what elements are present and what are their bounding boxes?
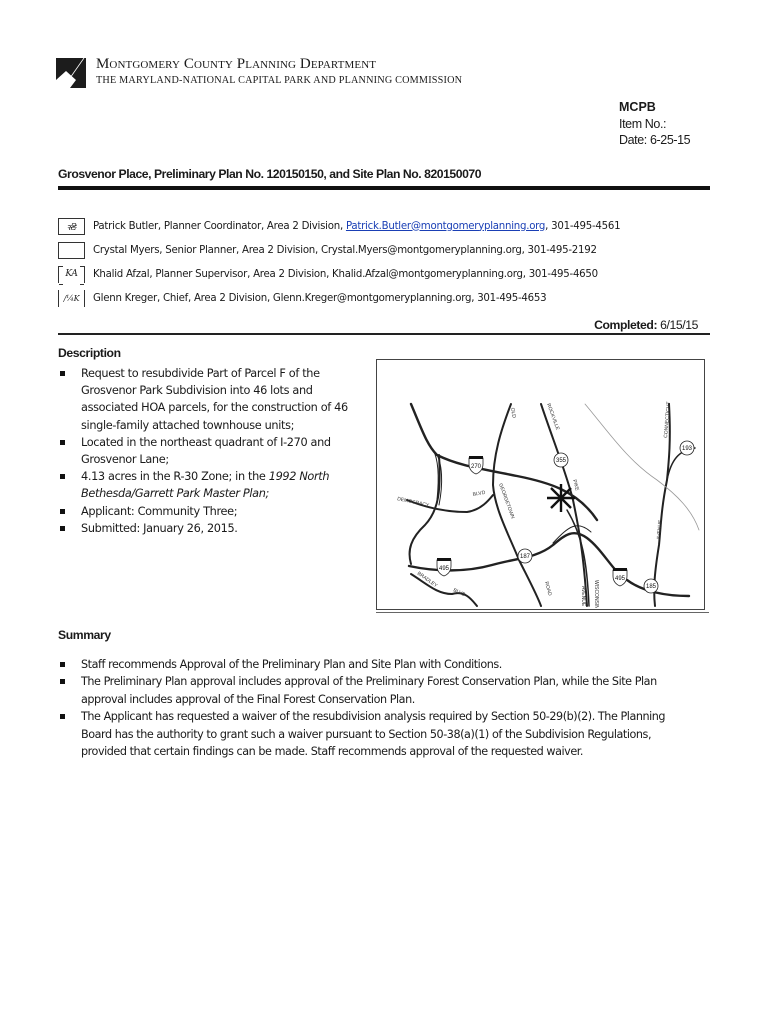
summary-list xyxy=(58,656,698,760)
list-item: Request to resubdivide Part of Parcel F of the Grosvenor Park Subdivision into 46 lots and associated HOA parcels, for the construction of 46 single-family attached townhouse units; xyxy=(58,365,368,434)
signature-initials-gk-icon: /¼K xyxy=(58,290,85,307)
svg-text:187: 187 xyxy=(519,554,531,560)
svg-text:495: 495 xyxy=(438,566,450,572)
staff-email-link[interactable]: Patrick.Butler@montgomeryplanning.org xyxy=(345,220,546,232)
list-item: The Preliminary Plan approval includes approval of the Preliminary Forest Conservation Plan, while the Site Plan approval includes approval of the Final Forest Conservation Plan. xyxy=(58,673,698,708)
list-item: The Applicant has requested a waiver of the resubdivision analysis required by Section 50-29(b)(2). The Planning Board has the authority to grant such a waiver pursuant to Section 50-38(a)(1) of the Subdivision Regulations, provided that certain findings can be made. Staff recommends approval of the requested waiver. xyxy=(58,708,698,760)
signature-box-icon: ꝛ₴ xyxy=(58,218,85,235)
svg-text:AVENUE: AVENUE xyxy=(580,586,586,607)
svg-text:270: 270 xyxy=(470,464,482,470)
svg-text:PIKE: PIKE xyxy=(571,478,580,492)
staff-text: Crystal Myers, Senior Planner, Area 2 Division, Crystal.Myers@montgomeryplanning.org, 301-495-2192 xyxy=(93,244,597,256)
route-185-shield-icon xyxy=(644,579,658,593)
signature-initials-ka-icon: KA xyxy=(58,266,85,283)
svg-text:495: 495 xyxy=(614,576,626,582)
description-heading: Description xyxy=(58,346,121,360)
list-item: 4.13 acres in the R-30 Zone; in the 1992 North Bethesda/Garrett Park Master Plan; xyxy=(58,468,368,502)
svg-text:OLD: OLD xyxy=(509,407,517,419)
interstate-495-shield-icon xyxy=(613,568,627,586)
svg-text:BRADLEY: BRADLEY xyxy=(415,570,439,590)
plan-title: Grosvenor Place, Preliminary Plan No. 120150150, and Site Plan No. 820150070 xyxy=(58,167,482,181)
list-item: Located in the northeast quadrant of I-270 and Grosvenor Lane; xyxy=(58,434,368,468)
staff-text: Khalid Afzal, Planner Supervisor, Area 2 Division, Khalid.Afzal@montgomeryplanning.org, 301-495-4650 xyxy=(93,268,598,280)
completed-divider xyxy=(58,333,710,335)
empty-signature-box-icon xyxy=(58,242,85,259)
list-item: Applicant: Community Three; xyxy=(58,503,368,520)
organization-subtitle: THE MARYLAND-NATIONAL CAPITAL PARK AND PLANNING COMMISSION xyxy=(96,75,463,86)
staff-text: Glenn Kreger, Chief, Area 2 Division, Glenn.Kreger@montgomeryplanning.org, 301-495-4653 xyxy=(93,292,547,304)
description-list xyxy=(58,365,368,537)
board-label: MCPB xyxy=(619,100,656,114)
svg-text:BLVD: BLVD xyxy=(472,489,486,498)
svg-text:DEMOCRACY: DEMOCRACY xyxy=(396,496,430,509)
list-item: Staff recommends Approval of the Preliminary Plan and Site Plan with Conditions. xyxy=(58,656,698,673)
staff-row xyxy=(58,262,718,286)
svg-text:AVENUE: AVENUE xyxy=(656,519,664,541)
staff-row xyxy=(58,286,718,310)
staff-contact-list xyxy=(58,214,718,310)
organization-title: Montgomery County Planning Department xyxy=(96,56,377,72)
vicinity-map xyxy=(376,359,705,610)
map-divider xyxy=(376,612,709,613)
svg-text:GEORGETOWN: GEORGETOWN xyxy=(497,482,516,520)
route-187-shield-icon xyxy=(518,549,532,563)
interstate-495-shield-icon xyxy=(437,558,451,576)
staff-row xyxy=(58,238,718,262)
svg-text:355: 355 xyxy=(555,458,567,464)
svg-text:CONNECTICUT: CONNECTICUT xyxy=(663,401,673,439)
interstate-270-shield-icon xyxy=(469,456,483,474)
title-divider xyxy=(58,186,710,190)
summary-heading: Summary xyxy=(58,628,111,642)
svg-text:193: 193 xyxy=(681,446,693,452)
staff-row xyxy=(58,214,718,238)
staff-text: Patrick Butler, Planner Coordinator, Area 2 Division, Patrick.Butler@montgomeryplanning.org, 301-495-4561 xyxy=(93,220,621,232)
route-193-shield-icon xyxy=(680,441,694,455)
svg-text:ROCKVILLE: ROCKVILLE xyxy=(545,402,561,432)
svg-text:ROAD: ROAD xyxy=(543,580,553,597)
completed-date: Completed: 6/15/15 xyxy=(594,318,698,332)
svg-text:185: 185 xyxy=(645,584,657,590)
item-number: Item No.: xyxy=(619,117,667,131)
list-item: Submitted: January 26, 2015. xyxy=(58,520,368,537)
route-355-shield-icon xyxy=(554,453,568,467)
asterisk-site-marker-icon xyxy=(547,484,575,512)
svg-text:WISCONSIN: WISCONSIN xyxy=(593,580,599,608)
mncppc-logo-icon xyxy=(56,58,86,88)
hearing-date: Date: 6-25-15 xyxy=(619,133,691,147)
svg-text:BLVD: BLVD xyxy=(452,587,467,599)
